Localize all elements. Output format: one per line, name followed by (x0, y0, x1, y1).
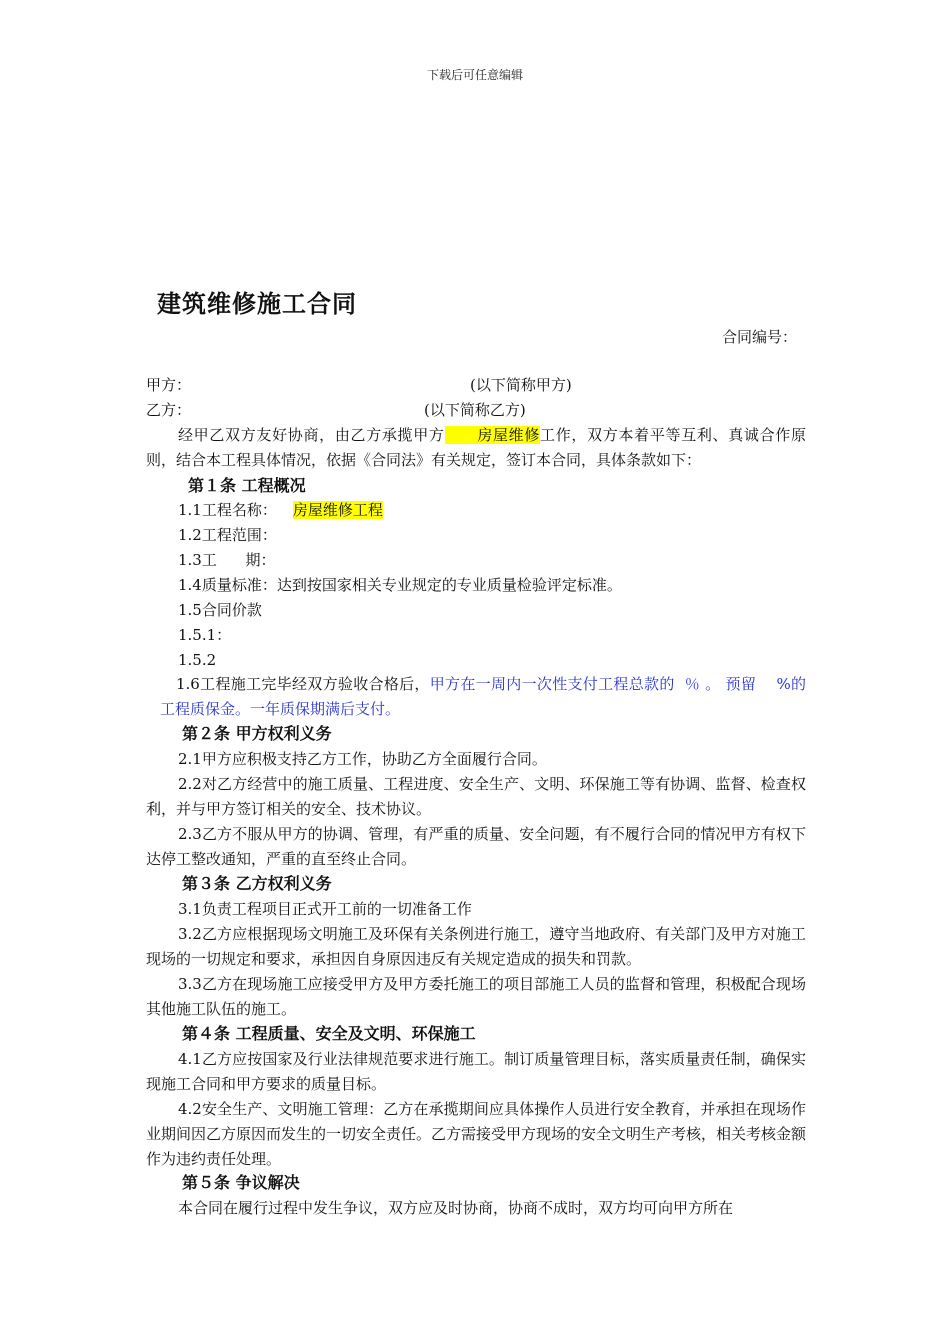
intro-highlight: 房屋维修 (444, 426, 541, 444)
article-4-heading: 第４条 工程质量、安全及文明、环保施工 (182, 1024, 476, 1043)
item-6-payment-terms: 甲方在一周内一次性支付工程总款的 ％ 。 预留 %的工程质保金。一年质保期满后支付。 (160, 675, 807, 718)
intro-paragraph (146, 423, 806, 473)
article-4-para-2: 4.2安全生产、文明施工管理：乙方在承揽期间应具体操作人员进行安全教育，并承担在现场作业期间因乙方原因而发生的一切安全责任。乙方需接受甲方现场的安全文明生产考核，相关考核金额作为违约责任处理。 (146, 1100, 807, 1168)
party-a-label: 甲方： (146, 376, 192, 394)
article-1-item-1 (178, 500, 383, 520)
article-1-item-2: 1.2工程范围： (178, 526, 277, 544)
intro-text-1: 经甲乙双方友好协商，由乙方承揽甲方 (178, 426, 445, 444)
article-2-heading: 第２条 甲方权利义务 (182, 724, 332, 743)
intro-text-2: 工作，双方本着平等互利、真诚合作原则，结合本工程具体情况，依据《合同法》有关规定，签订本合同，具体条款如下： (146, 426, 806, 469)
article-3-heading: 第３条 乙方权利义务 (182, 874, 332, 893)
item-6-text: 1.6工程施工完毕经双方验收合格后， (176, 675, 430, 693)
header-note: 下载后可任意编辑 (426, 68, 523, 82)
article-1-item-6 (160, 672, 806, 722)
article-3-para-1: 3.1负责工程项目正式开工前的一切准备工作 (178, 900, 472, 918)
document-title: 建筑维修施工合同 (157, 290, 357, 318)
article-3-para-3: 3.3乙方在现场施工应接受甲方及甲方委托施工的项目部施工人员的监督和管理，积极配合现场其他施工队伍的施工。 (146, 975, 806, 1018)
article-3-para-2: 3.2乙方应根据现场文明施工及环保有关条例进行施工，遵守当地政府、有关部门及甲方对施工现场的一切规定和要求，承担因自身原因违反有关规定造成的损失和罚款。 (146, 925, 806, 968)
article-1-item-5: 1.5合同价款 (178, 601, 262, 619)
article-2-para-2: 2.2对乙方经营中的施工质量、工程进度、安全生产、文明、环保施工等有协调、监督、检查权利，并与甲方签订相关的安全、技术协议。 (146, 775, 806, 818)
article-5-para-1: 本合同在履行过程中发生争议，双方应及时协商，协商不成时，双方均可向甲方所在 (178, 1199, 734, 1217)
article-2-para-3: 2.3乙方不服从甲方的协调、管理，有严重的质量、安全问题，有不履行合同的情况甲方有权下达停工整改通知，严重的直至终止合同。 (146, 825, 806, 868)
project-name-label: 1.1工程名称： (178, 501, 277, 519)
project-name-value: 房屋维修工程 (292, 501, 383, 519)
article-1-item-4: 1.4质量标准：达到按国家相关专业规定的专业质量检验评定标准。 (178, 576, 622, 594)
party-a-note: (以下简称甲方) (470, 376, 572, 394)
article-1-heading: 第１条 工程概况 (188, 476, 306, 495)
article-1-item-3: 1.3工 期： (178, 551, 276, 569)
article-1-item-5-1: 1.5.1： (178, 626, 232, 644)
article-4-para-1: 4.1乙方应按国家及行业法律规范要求进行施工。制订质量管理目标，落实质量责任制，确保实现施工合同和甲方要求的质量目标。 (146, 1050, 806, 1093)
contract-number-label: 合同编号： (722, 328, 798, 346)
article-1-item-5-2: 1.5.2 (178, 651, 217, 669)
article-2-para-1: 2.1甲方应积极支持乙方工作，协助乙方全面履行合同。 (178, 750, 547, 768)
party-b-label: 乙方： (146, 401, 192, 419)
article-5-heading: 第５条 争议解决 (182, 1173, 300, 1192)
party-b-note: (以下简称乙方) (424, 401, 526, 419)
